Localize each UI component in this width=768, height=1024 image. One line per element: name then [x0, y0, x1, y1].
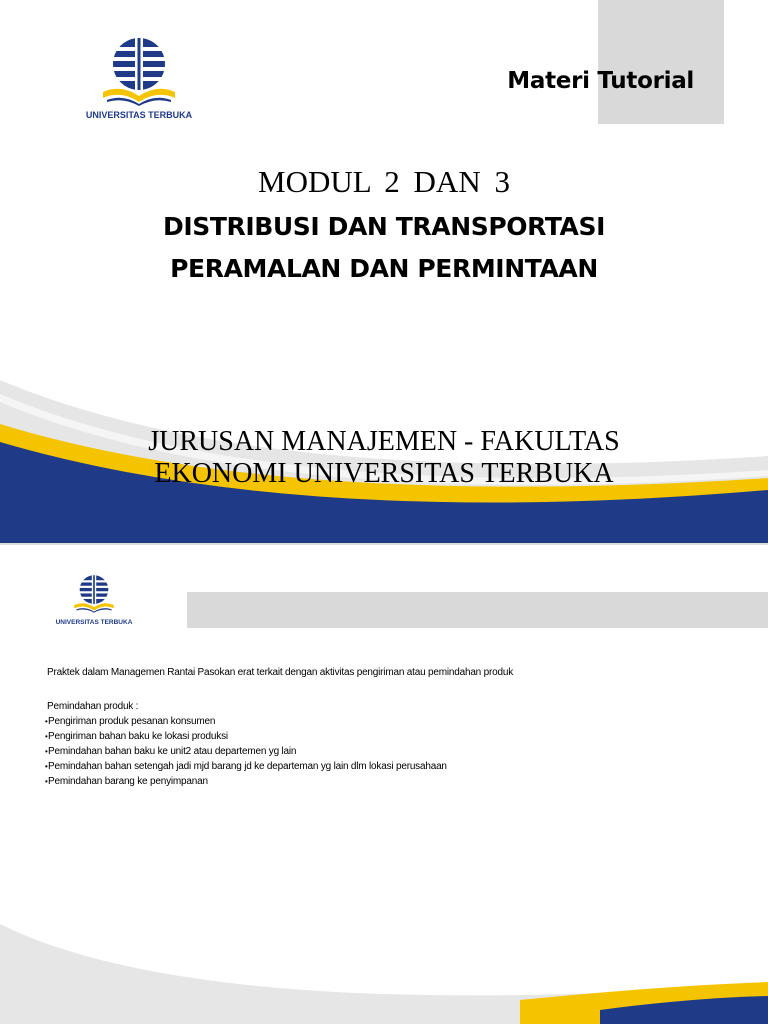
university-logo	[78, 36, 200, 120]
slide-divider	[0, 543, 768, 545]
slide-content	[0, 544, 768, 1024]
bullet-icon: •	[45, 717, 48, 726]
header-accent-bar	[187, 592, 768, 628]
materi-tutorial-label: Materi Tutorial	[507, 68, 694, 94]
content-body	[45, 667, 513, 791]
department-text	[0, 426, 768, 490]
list-item: •Pemindahan bahan baku ke unit2 atau departemen yg lain	[45, 746, 297, 757]
logo-wordmark: UNIVERSITAS TERBUKA	[55, 619, 133, 626]
title-line-2: PERAMALAN DAN PERMINTAAN	[170, 254, 598, 283]
bullet-icon: •	[45, 762, 48, 771]
university-logo-small	[50, 570, 138, 626]
universitas-terbuka-logo-icon	[99, 36, 179, 108]
intro-paragraph: Praktek dalam Managemen Rantai Pasokan erat terkait dengan aktivitas pengiriman atau pemindahan produk	[47, 667, 514, 678]
bullet-icon: •	[45, 747, 48, 756]
logo-wordmark: UNIVERSITAS TERBUKA	[85, 110, 193, 120]
modul-heading: MODUL 2 DAN 3	[258, 164, 510, 199]
list-item: •Pengiriman bahan baku ke lokasi produksi	[45, 731, 228, 742]
department-line-1: JURUSAN MANAJEMEN - FAKULTAS	[148, 426, 620, 457]
list-item: •Pemindahan barang ke penyimpanan	[45, 776, 208, 787]
header-accent-block	[598, 0, 724, 124]
bullet-icon: •	[45, 777, 48, 786]
department-line-2: EKONOMI UNIVERSITAS TERBUKA	[154, 458, 614, 489]
title-line-1: DISTRIBUSI DAN TRANSPORTASI	[162, 212, 605, 241]
universitas-terbuka-logo-icon	[72, 570, 116, 618]
list-heading: Pemindahan produk :	[47, 701, 139, 712]
list-item: •Pengiriman produk pesanan konsumen	[45, 716, 216, 727]
list-item: •Pemindahan bahan setengah jadi mjd barang jd ke departeman yg lain dlm lokasi perusahaan	[45, 761, 447, 772]
decorative-wave	[0, 924, 768, 1024]
bullet-icon: •	[45, 732, 48, 741]
